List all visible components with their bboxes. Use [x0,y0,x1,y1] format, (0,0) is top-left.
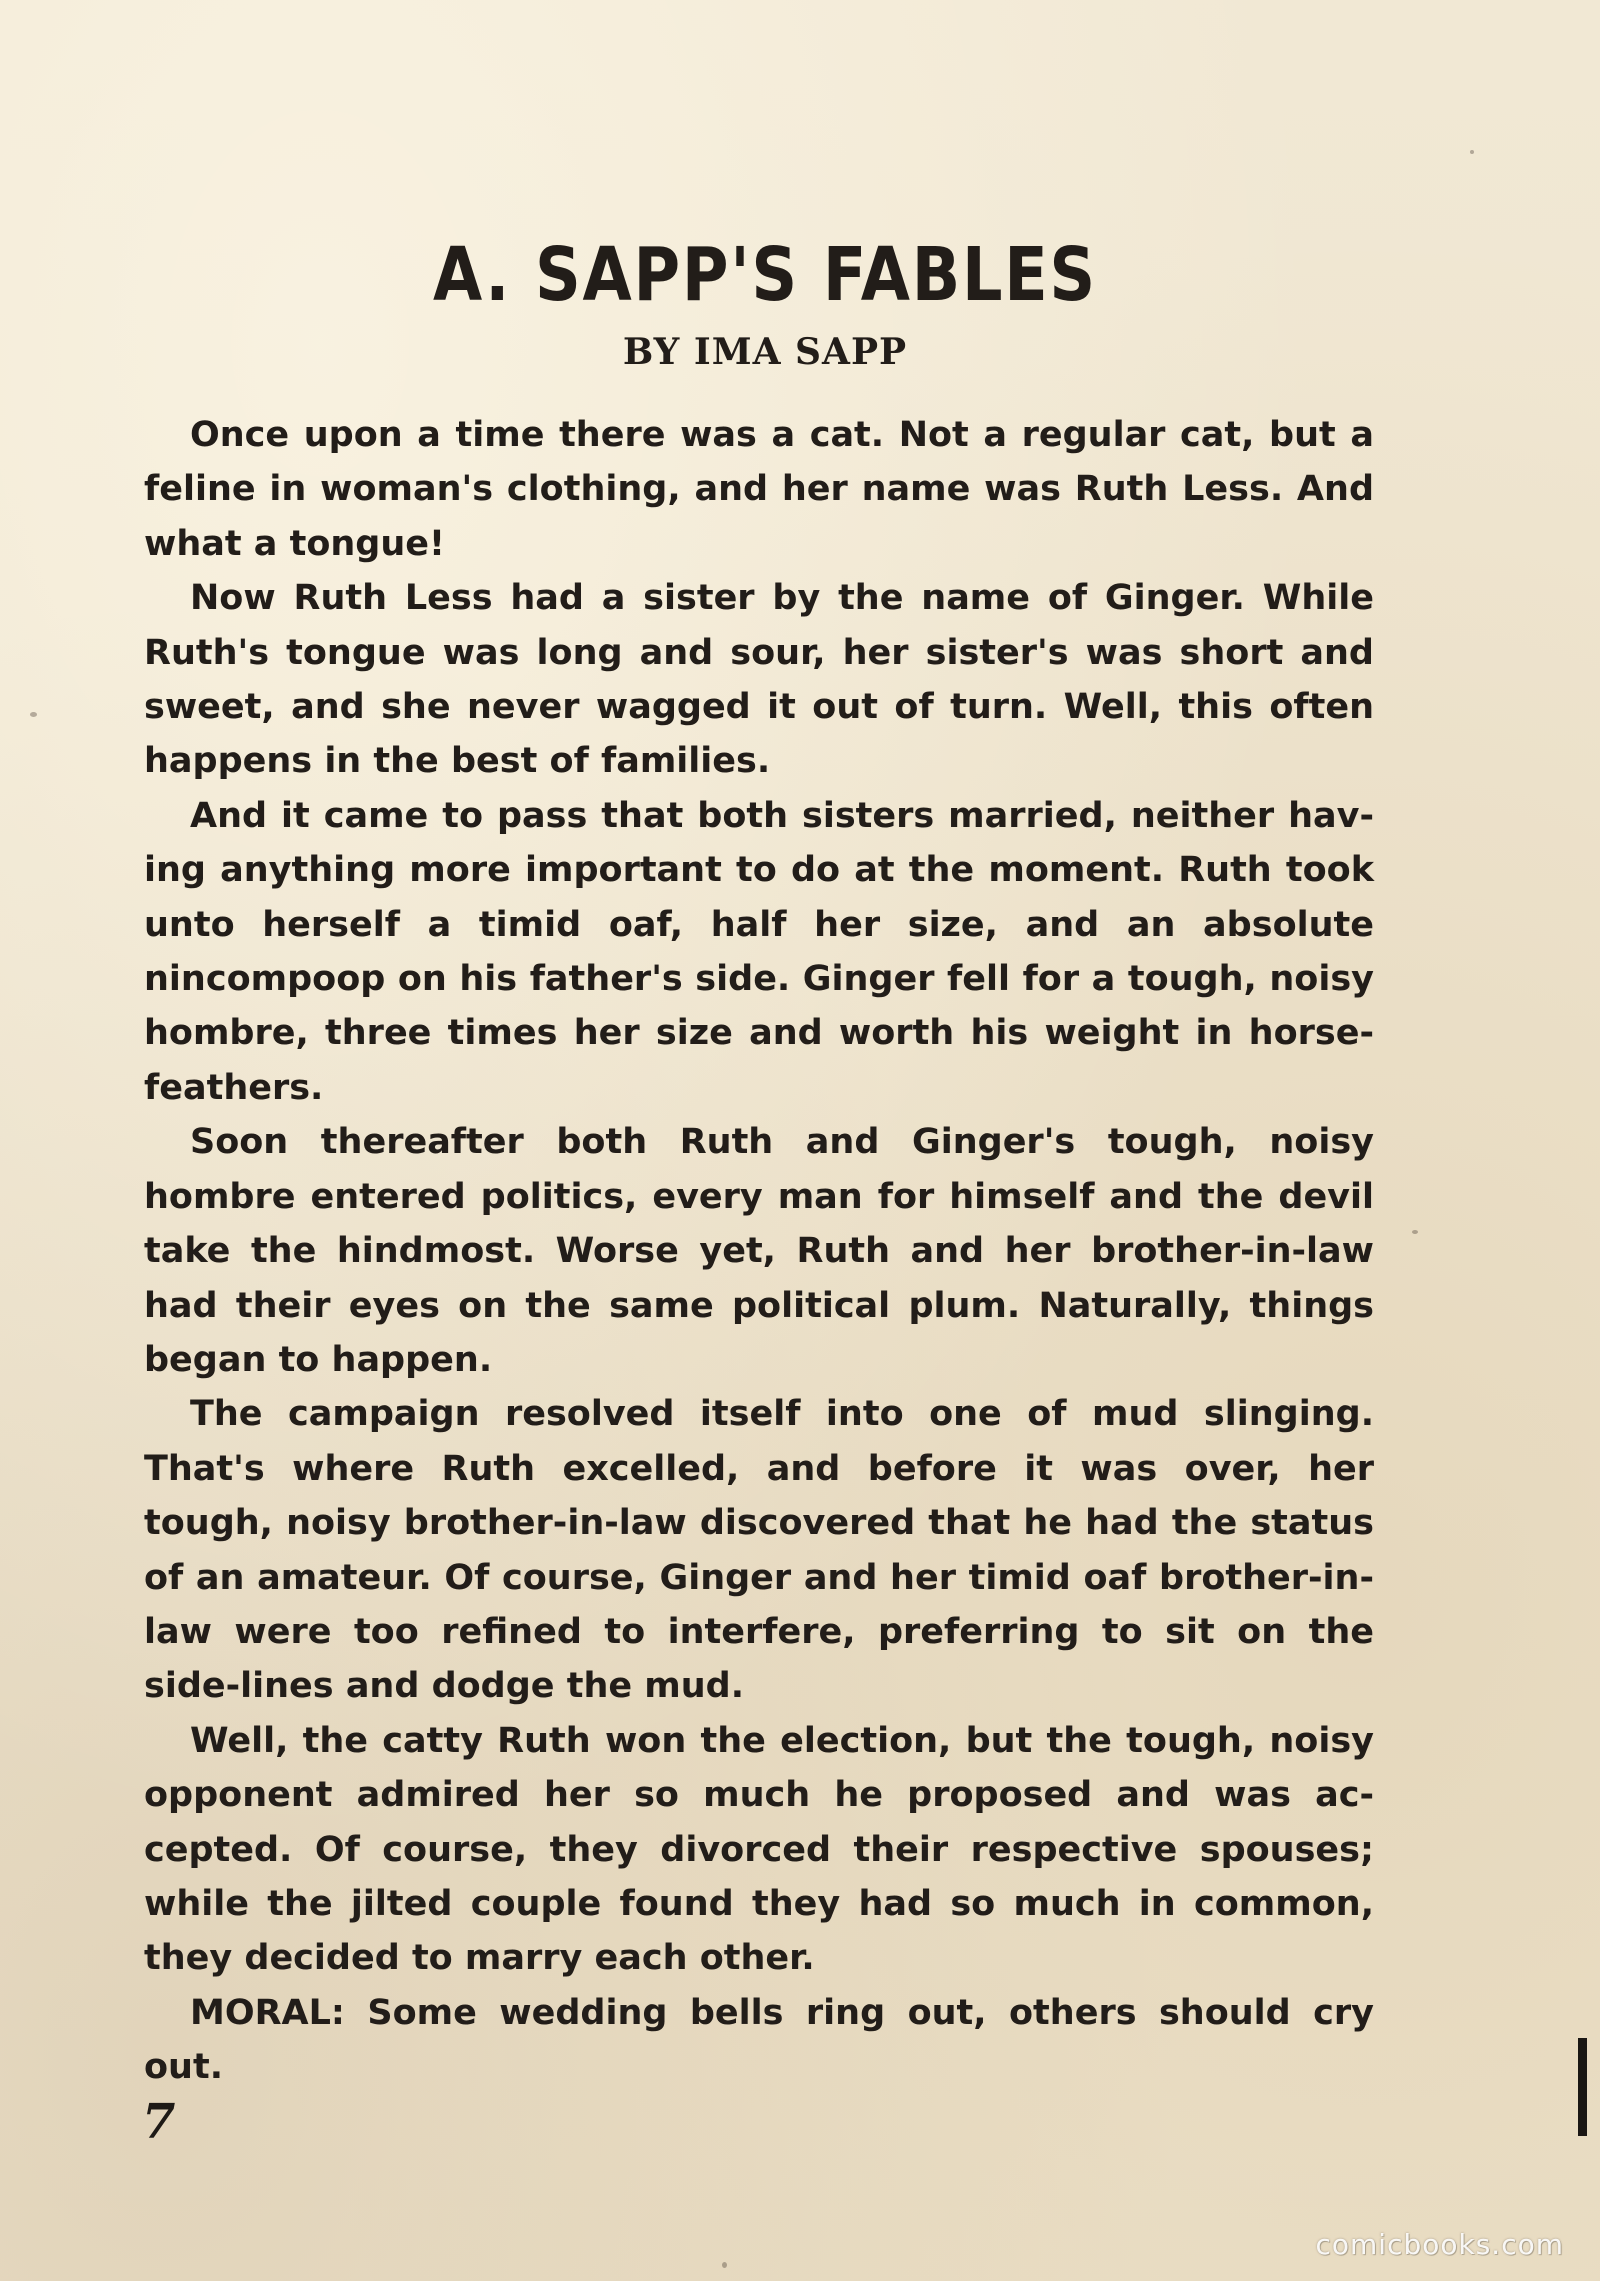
paper-speck [722,2262,727,2268]
story-title: A. SAPP'S FABLES [433,232,1097,318]
paper-speck [1470,150,1474,154]
edge-mark [1578,2038,1587,2136]
paragraph-3: And it came to pass that both sisters married, neither having anything more important to do at the moment. Ruth took unto herself a timid oaf, half her size, and an absolute nincompoop on his father's side. Ginger fell for a tough, noisy hombre, three times her size and worth his weight in horse-feathers. [144,795,1374,1108]
byline: BY IMA SAPP [622,331,908,373]
story-body [144,408,1374,2095]
moral-paragraph: MORAL: Some wedding bells ring out, others should cry out. [144,1992,1374,2088]
paper-speck [1412,1230,1418,1234]
paragraph-6: Well, the catty Ruth won the election, but the tough, noisy opponent admired her so much he proposed and was accepted. Of course, they divorced their respective spouses; while the jilted couple found they had so much in common, they decided to marry each other. [144,1720,1374,1979]
paper-speck [30,712,37,717]
paragraph-5: The campaign resolved itself into one of mud slinging. That's where Ruth excelled, and before it was over, her tough, noisy brother-in-law discovered that he had the status of an amateur. Of course, Ginger and her timid oaf brother-in-law were too refined to interfere, preferring to sit on the side-lines and dodge the mud. [144,1394,1374,1707]
paragraph-2: Now Ruth Less had a sister by the name of Ginger. While Ruth's tongue was long and sour, her sister's was short and sweet, and she never wagged it out of turn. Well, this often happens in the best of families. [144,578,1374,782]
paragraph-1: Once upon a time there was a cat. Not a regular cat, but a feline in woman's clothing, and her name was Ruth Less. And what a tongue! [144,415,1374,564]
page-number: 7 [142,2094,176,2150]
watermark: comicbooks.com [1315,2228,1564,2261]
paragraph-4: Soon thereafter both Ruth and Ginger's tough, noisy hombre entered politics, every man for himself and the devil take the hindmost. Worse yet, Ruth and her brother-in-law had their eyes on the same political plum. Naturally, things began to happen. [144,1122,1374,1380]
